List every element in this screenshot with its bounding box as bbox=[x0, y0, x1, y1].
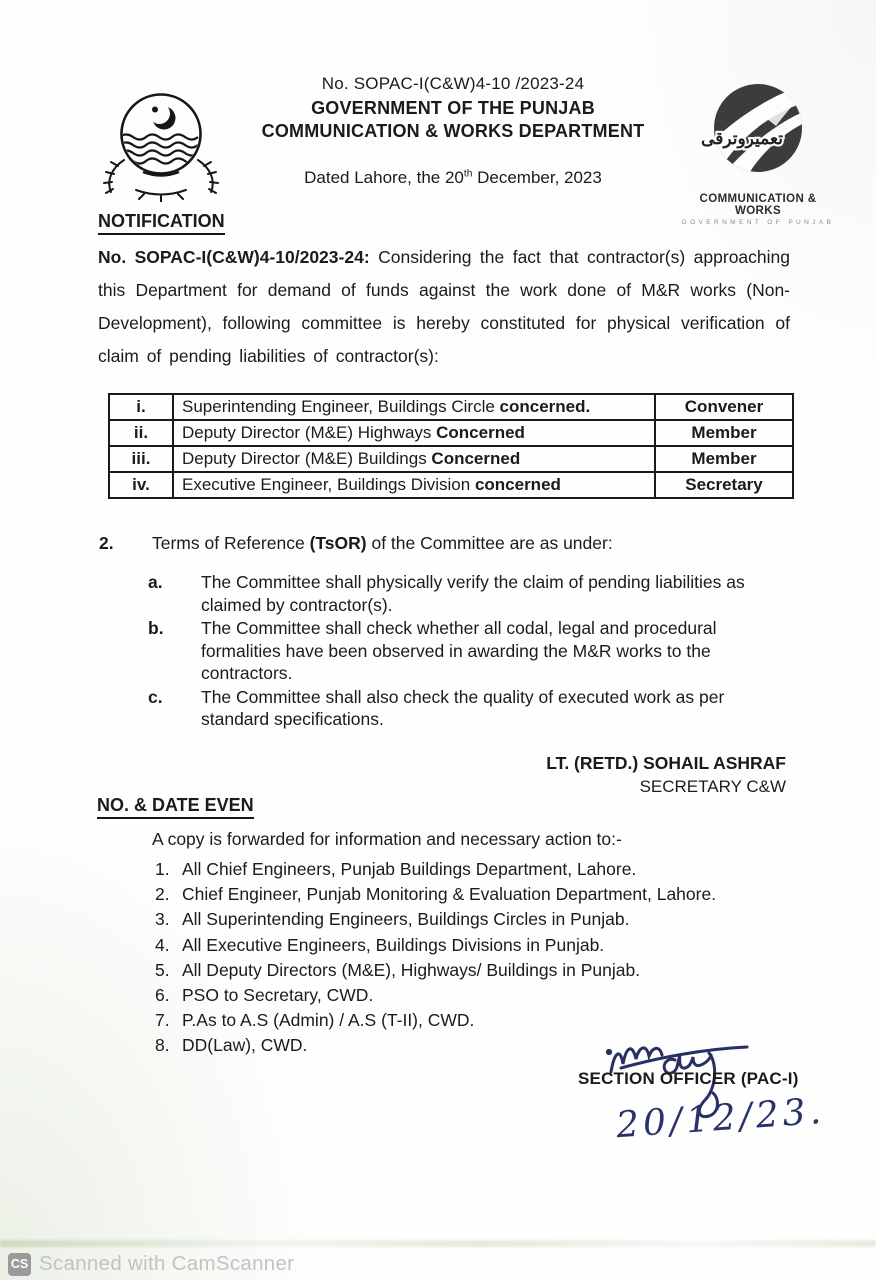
notification-heading: NOTIFICATION bbox=[98, 211, 225, 235]
term-item bbox=[148, 686, 790, 731]
term-text: The Committee shall physically verify the claim of pending liabilities as claimed by contractor(s). bbox=[201, 572, 745, 615]
letter-date: Dated Lahore, the 20th December, 2023 bbox=[304, 168, 602, 187]
distribution-item-number: 8. bbox=[155, 1035, 170, 1056]
logo-urdu-text: تعمیروترقی bbox=[701, 129, 783, 148]
distribution-item bbox=[155, 907, 716, 932]
watermark-text: Scanned with CamScanner bbox=[39, 1252, 295, 1275]
committee-table-body bbox=[109, 394, 793, 498]
terms-intro-text: Terms of Reference (TsOR) of the Committee are as under: bbox=[152, 533, 613, 553]
distribution-item-text: P.As to A.S (Admin) / A.S (T-II), CWD. bbox=[182, 1010, 475, 1031]
camscanner-badge-icon: CS bbox=[8, 1253, 31, 1276]
notification-paragraph bbox=[98, 241, 790, 373]
terms-heading bbox=[99, 533, 789, 554]
row-member-description: Deputy Director (M&E) Highways Concerned bbox=[173, 420, 655, 446]
distribution-item-number: 1. bbox=[155, 859, 170, 879]
section-number: 2. bbox=[99, 533, 114, 553]
distribution-item-number: 3. bbox=[155, 909, 170, 930]
distribution-item-number: 2. bbox=[155, 884, 170, 905]
distribution-heading: NO. & DATE EVEN bbox=[97, 795, 254, 819]
distribution-item-text: All Chief Engineers, Punjab Buildings Department, Lahore. bbox=[182, 859, 637, 879]
signatory-name: LT. (RETD.) SOHAIL ASHRAF bbox=[546, 753, 786, 773]
term-item bbox=[148, 617, 790, 685]
distribution-item-text: All Superintending Engineers, Buildings Circles in Punjab. bbox=[182, 909, 630, 930]
term-letter: c. bbox=[148, 686, 163, 707]
handwritten-date: 20/12/23. bbox=[614, 1090, 827, 1147]
signatory-block bbox=[546, 751, 786, 799]
distribution-item bbox=[155, 882, 716, 907]
logo-caption: COMMUNICATION & WORKS bbox=[699, 193, 817, 217]
row-role: Convener bbox=[655, 394, 793, 420]
distribution-item bbox=[155, 857, 716, 882]
term-text: The Committee shall also check the quality of executed work as per standard specifications. bbox=[201, 686, 725, 729]
row-numeral: iv. bbox=[109, 472, 173, 498]
term-letter: b. bbox=[148, 618, 164, 638]
paragraph-body-text: Considering the fact that contractor(s) approaching this Department for demand of funds against the work done of M&R works (Non-Development), following committee is hereby constituted for physical verification of claim of pending liabilities of contractor(s): bbox=[98, 247, 790, 366]
row-role: Member bbox=[655, 446, 793, 472]
signatory-title: SECRETARY C&W bbox=[639, 777, 786, 796]
table-row bbox=[109, 420, 793, 446]
row-numeral: iii. bbox=[109, 446, 173, 472]
distribution-item bbox=[155, 933, 716, 958]
logo-subcaption: GOVERNMENT OF PUNJAB bbox=[681, 219, 835, 226]
copy-forwarded-intro: A copy is forwarded for information and necessary action to:- bbox=[152, 829, 622, 849]
row-numeral: i. bbox=[109, 394, 173, 420]
term-text: The Committee shall check whether all codal, legal and procedural formalities have been observed in awarding the M&R works to the contractors. bbox=[201, 618, 717, 683]
cw-department-logo bbox=[678, 78, 838, 226]
distribution-item bbox=[155, 983, 716, 1008]
distribution-item-text: PSO to Secretary, CWD. bbox=[182, 985, 374, 1006]
row-member-description: Superintending Engineer, Buildings Circle concerned. bbox=[173, 394, 655, 420]
paragraph-ref-bold: No. SOPAC-I(C&W)4-10/2023-24: bbox=[98, 247, 370, 267]
distribution-item-text: Chief Engineer, Punjab Monitoring & Evaluation Department, Lahore. bbox=[182, 884, 717, 905]
camscanner-watermark bbox=[8, 1252, 294, 1276]
ref-number: No. SOPAC-I(C&W)4-10 /2023-24 bbox=[321, 74, 585, 93]
term-letter: a. bbox=[148, 572, 163, 592]
distribution-item-number: 7. bbox=[155, 1010, 170, 1031]
term-item bbox=[148, 571, 790, 616]
row-member-description: Deputy Director (M&E) Buildings Concerned bbox=[173, 446, 655, 472]
cw-swoosh-icon bbox=[696, 78, 820, 186]
distribution-item-number: 5. bbox=[155, 959, 170, 980]
crest-icon bbox=[94, 82, 228, 202]
distribution-item bbox=[155, 958, 716, 983]
row-member-description: Executive Engineer, Buildings Division concerned bbox=[173, 472, 655, 498]
row-numeral: ii. bbox=[109, 420, 173, 446]
distribution-item-number: 6. bbox=[155, 985, 170, 1006]
distribution-item-text: All Deputy Directors (M&E), Highways/ Buildings in Punjab. bbox=[182, 959, 641, 980]
table-row bbox=[109, 394, 793, 420]
distribution-item-text: DD(Law), CWD. bbox=[182, 1035, 308, 1056]
terms-list bbox=[148, 571, 790, 732]
table-row bbox=[109, 472, 793, 498]
table-row bbox=[109, 446, 793, 472]
row-role: Member bbox=[655, 420, 793, 446]
section-officer-title: SECTION OFFICER (PAC-I) bbox=[578, 1069, 799, 1088]
row-role: Secretary bbox=[655, 472, 793, 498]
punjab-crest-logo bbox=[94, 82, 228, 207]
scan-edge-artifact bbox=[0, 1240, 876, 1247]
distribution-item-number: 4. bbox=[155, 934, 170, 955]
committee-table bbox=[108, 393, 794, 499]
department-title: COMMUNICATION & WORKS DEPARTMENT bbox=[261, 121, 645, 141]
distribution-item-text: All Executive Engineers, Buildings Divisions in Punjab. bbox=[182, 934, 605, 955]
letterhead bbox=[205, 74, 701, 188]
government-title: GOVERNMENT OF THE PUNJAB bbox=[311, 98, 595, 118]
